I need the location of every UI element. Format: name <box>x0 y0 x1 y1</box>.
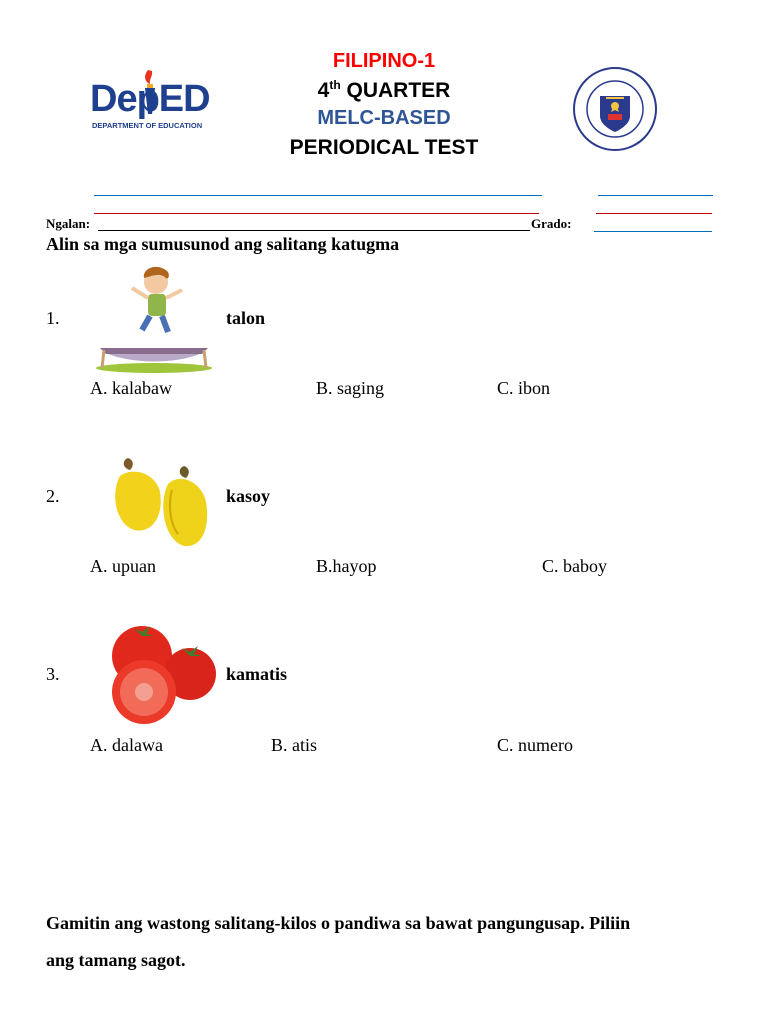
q3-choice-b[interactable]: B. atis <box>271 735 318 755</box>
cashew-icon <box>108 454 214 550</box>
name-line-red <box>94 213 539 214</box>
grade-field[interactable] <box>594 231 712 232</box>
q1-image-trampoline <box>94 264 214 374</box>
deped-wordmark: DepED <box>90 78 210 120</box>
quarter-suffix: th <box>329 78 341 92</box>
q2-number: 2. <box>46 486 60 506</box>
q2-word: kasoy <box>226 486 271 506</box>
q1-choice-a[interactable]: A. kalabaw <box>90 378 172 398</box>
q2-image-cashew <box>108 454 214 550</box>
section2-instruction-line2: ang tamang sagot. <box>46 950 186 970</box>
trampoline-kid-icon <box>94 264 214 374</box>
q1-choice-b[interactable]: B. saging <box>316 378 385 398</box>
subject-title: FILIPINO-1 <box>332 50 436 72</box>
name-line-blue <box>94 195 542 196</box>
deped-seal <box>572 66 658 152</box>
q2-choice-b[interactable]: B.hayop <box>316 556 377 576</box>
q3-image-tomato <box>106 622 218 726</box>
grade-line-blue-top <box>598 195 713 196</box>
name-label: Ngalan: <box>46 216 91 231</box>
q3-number: 3. <box>46 664 60 684</box>
grade-line-red <box>596 213 712 214</box>
q1-choice-c[interactable]: C. ibon <box>497 378 551 398</box>
quarter-number: 4 <box>317 79 330 102</box>
section2-instruction-line1: Gamitin ang wastong salitang-kilos o pandiwa sa bawat pangungusap. Piliin <box>46 913 631 933</box>
test-title: PERIODICAL TEST <box>289 136 479 159</box>
deped-logo <box>90 66 220 136</box>
deped-subtext: DEPARTMENT OF EDUCATION <box>92 121 203 130</box>
quarter-title <box>254 78 514 103</box>
q2-choice-c[interactable]: C. baboy <box>542 556 607 576</box>
seal-icon <box>572 66 658 152</box>
q3-choice-a[interactable]: A. dalawa <box>90 735 163 755</box>
section1-instruction: Alin sa mga sumusunod ang salitang katugma <box>46 234 400 254</box>
q1-number: 1. <box>46 308 60 328</box>
tomato-icon <box>106 622 218 726</box>
grade-label: Grado: <box>531 216 572 231</box>
melc-title: MELC-BASED <box>317 107 451 129</box>
q3-word: kamatis <box>226 664 288 684</box>
quarter-label: QUARTER <box>346 79 451 102</box>
q3-choice-c[interactable]: C. numero <box>497 735 573 755</box>
q1-word: talon <box>226 308 266 328</box>
name-field[interactable] <box>98 230 530 231</box>
q2-choice-a[interactable]: A. upuan <box>90 556 156 576</box>
